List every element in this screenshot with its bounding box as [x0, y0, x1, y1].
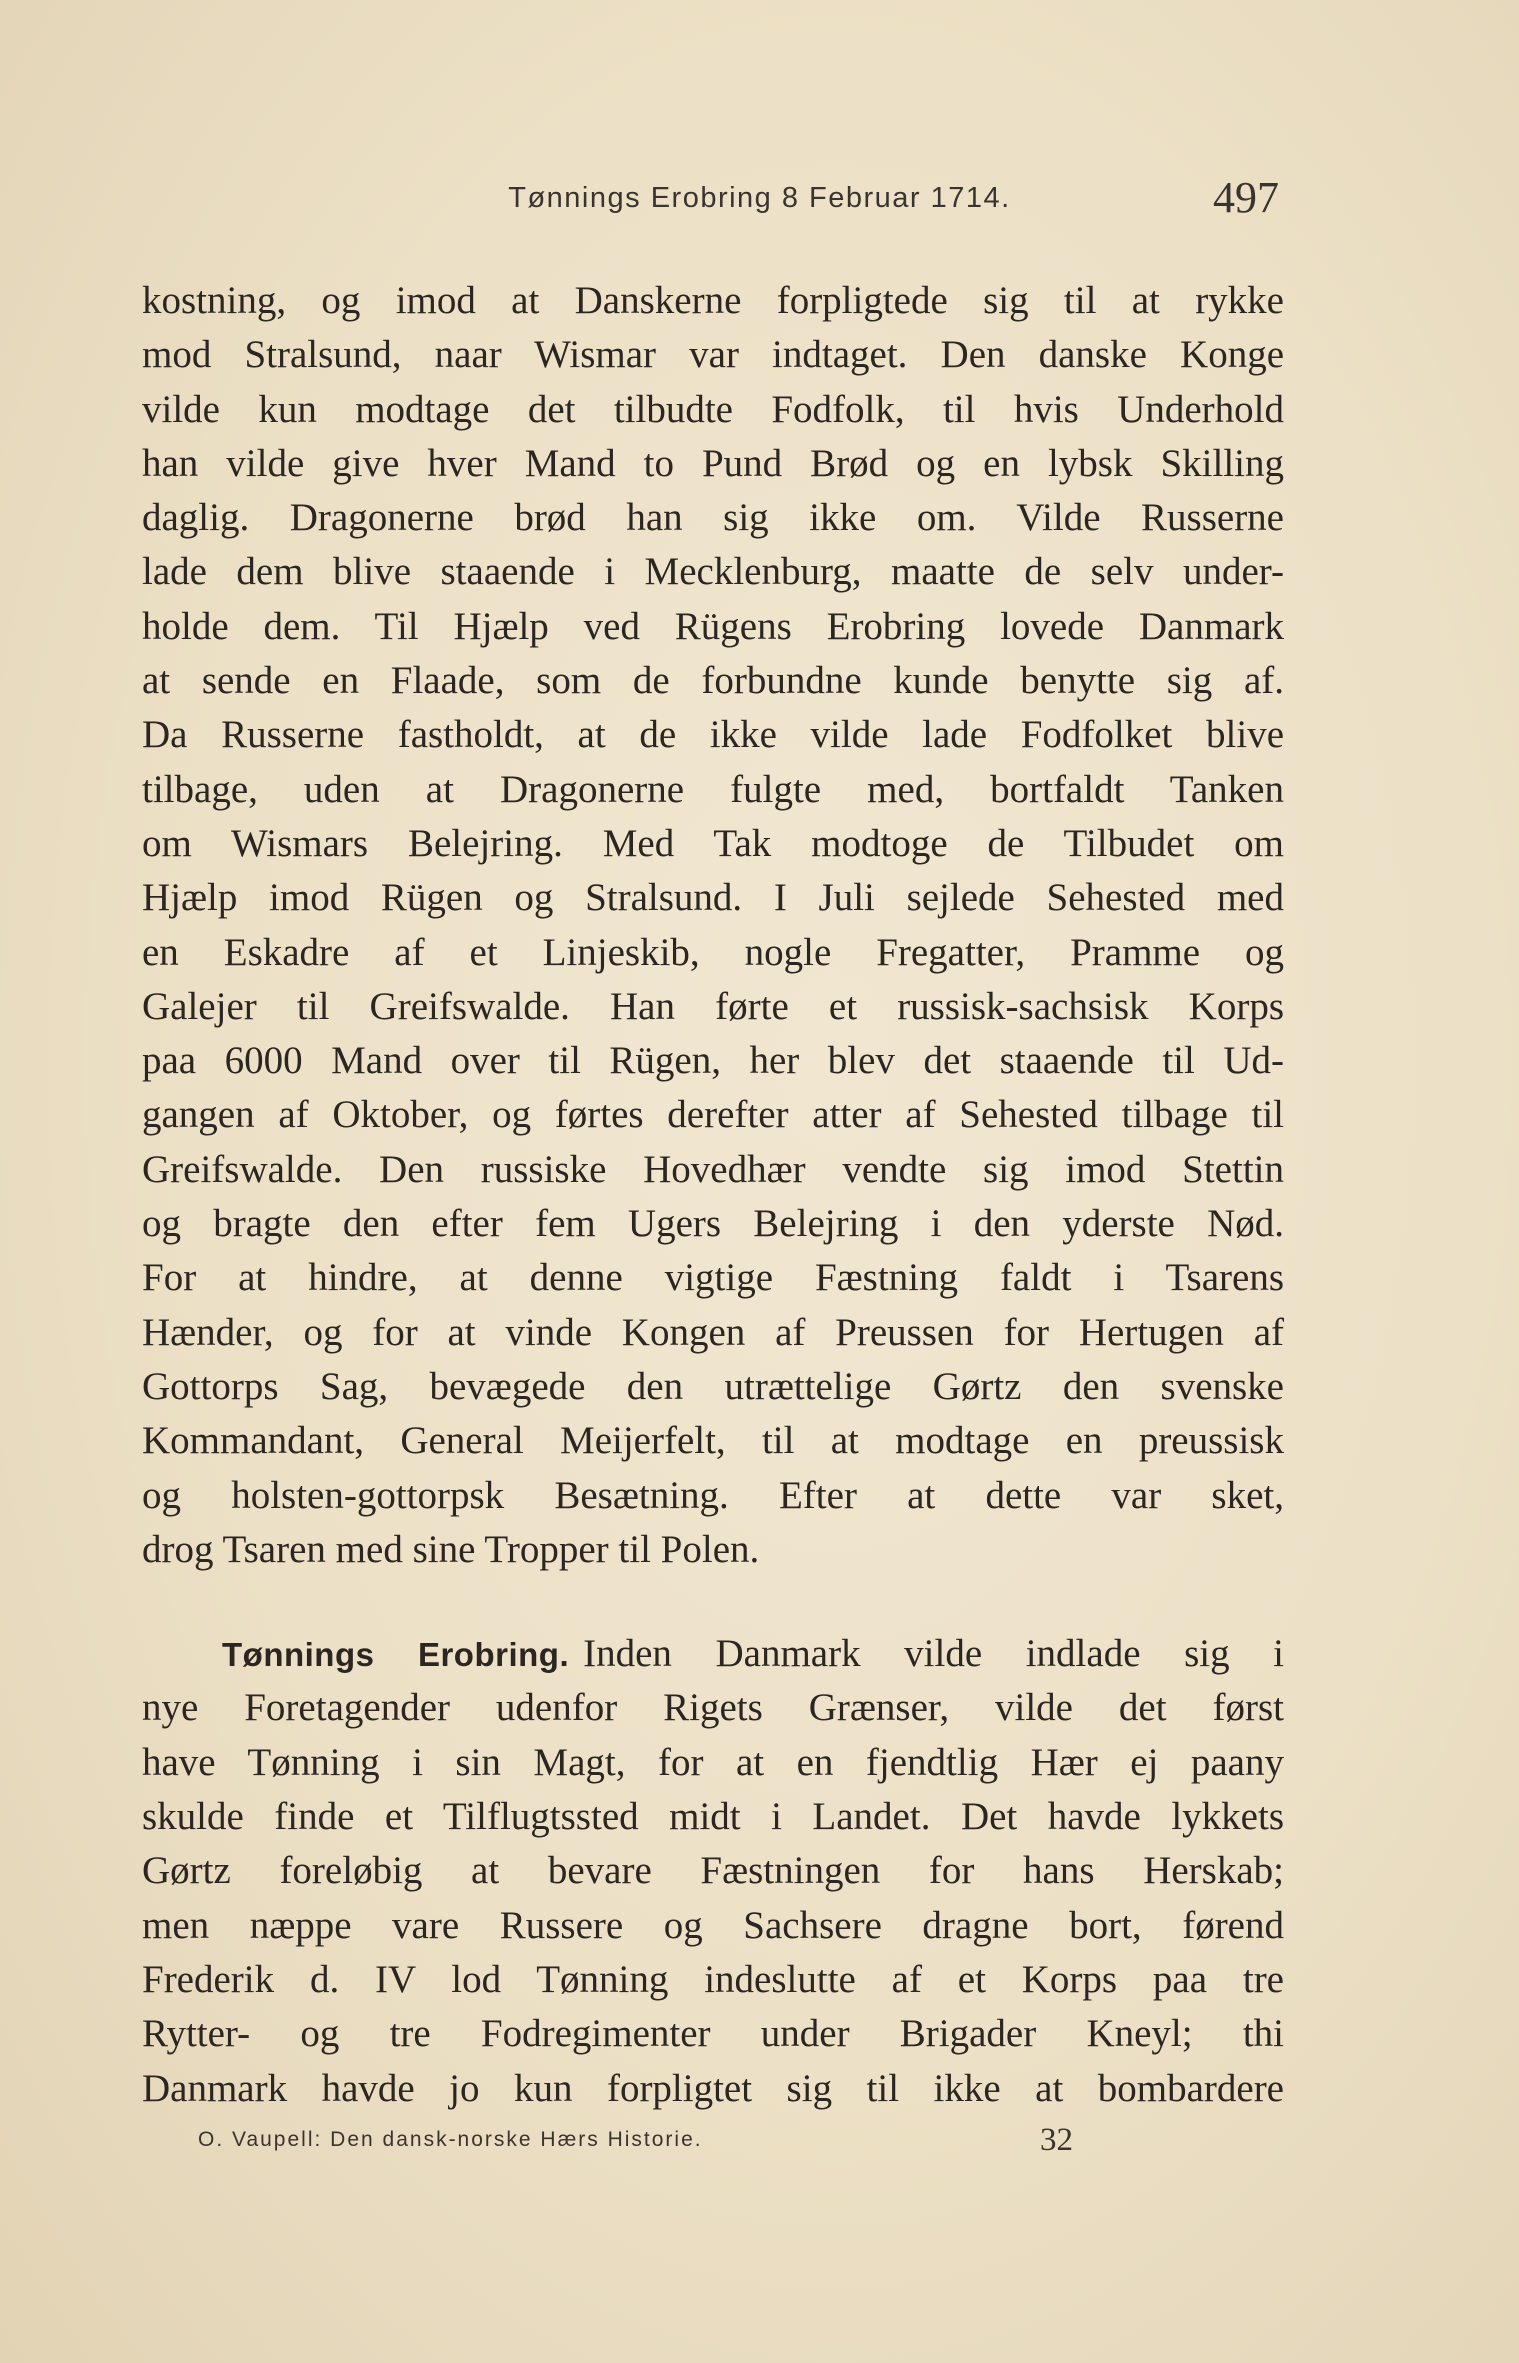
running-header: Tønnings Erobring 8 Februar 1714.: [508, 182, 1011, 214]
text-line: holde dem. Til Hjælp ved Rügens Erobring lovede Danmark: [142, 604, 1284, 648]
section-first-line: [142, 1627, 1284, 1681]
text-line: Frederik d. IV lod Tønning indeslutte af et Korps paa tre: [142, 1957, 1284, 2001]
text-line: tilbage, uden at Dragonerne fulgte med, bortfaldt Tanken: [142, 767, 1284, 811]
text-line: Gørtz foreløbig at bevare Fæstningen for hans Herskab;: [142, 1849, 1284, 1893]
text-line: lade dem blive staaende i Mecklenburg, maatte de selv under-: [142, 550, 1284, 594]
page-footer: [0, 2122, 1519, 2162]
text-line: Hjælp imod Rügen og Stralsund. I Juli sejlede Sehested med: [142, 876, 1284, 920]
section-heading: Tønnings Erobring.: [222, 1636, 570, 1674]
paragraph-gap: [142, 1577, 1284, 1627]
text-line: mod Stralsund, naar Wismar var indtaget. Den danske Konge: [142, 333, 1284, 377]
footer-author-line: O. Vaupell: Den dansk-norske Hærs Historie.: [198, 2128, 703, 2151]
text-line: Hænder, og for at vinde Kongen af Preussen for Hertugen af: [142, 1310, 1284, 1354]
text-line: Danmark havde jo kun forpligtet sig til ikke at bombardere: [142, 2066, 1284, 2110]
text-line: nye Foretagender udenfor Rigets Grænser, vilde det først: [142, 1686, 1284, 1730]
text-line: skulde finde et Tilflugtssted midt i Landet. Det havde lykkets: [142, 1795, 1284, 1839]
text-line: men næppe vare Russere og Sachsere dragne bort, førend: [142, 1903, 1284, 1947]
text-line: og holsten-gottorpsk Besætning. Efter at dette var sket,: [142, 1473, 1284, 1517]
text-line: han vilde give hver Mand to Pund Brød og en lybsk Skilling: [142, 441, 1284, 485]
body-text: [142, 274, 1284, 2116]
text-line: gangen af Oktober, og førtes derefter atter af Sehested tilbage til: [142, 1093, 1284, 1137]
text-line: have Tønning i sin Magt, for at en fjendtlig Hær ej paany: [142, 1740, 1284, 1784]
paragraph-1: [142, 274, 1284, 1577]
text-line: Da Russerne fastholdt, at de ikke vilde lade Fodfolket blive: [142, 713, 1284, 757]
text-line: at sende en Flaade, som de forbundne kunde benytte sig af.: [142, 659, 1284, 703]
text-line: For at hindre, at denne vigtige Fæstning faldt i Tsarens: [142, 1256, 1284, 1300]
text-line: en Eskadre af et Linjeskib, nogle Fregatter, Pramme og: [142, 930, 1284, 974]
text-line: paa 6000 Mand over til Rügen, her blev det staaende til Ud-: [142, 1039, 1284, 1083]
text-line: Greifswalde. Den russiske Hovedhær vendte sig imod Stettin: [142, 1147, 1284, 1191]
text-line: og bragte den efter fem Ugers Belejring i den yderste Nød.: [142, 1202, 1284, 1246]
text-line: om Wismars Belejring. Med Tak modtoge de Tilbudet om: [142, 821, 1284, 865]
signature-mark: 32: [1040, 2122, 1073, 2158]
section-tonning: [142, 1627, 1284, 2116]
text-line: drog Tsaren med sine Tropper til Polen.: [142, 1527, 760, 1571]
text-line: kostning, og imod at Danskerne forpligtede sig til at rykke: [142, 279, 1284, 322]
section-first-line-text: Inden Danmark vilde indlade sig i: [583, 1632, 1284, 1676]
text-line: daglig. Dragonerne brød han sig ikke om. Vilde Russerne: [142, 496, 1284, 540]
page-number: 497: [1213, 173, 1279, 222]
text-line: Galejer til Greifswalde. Han førte et russisk-sachsisk Korps: [142, 984, 1284, 1028]
text-line: vilde kun modtage det tilbudte Fodfolk, til hvis Underhold: [142, 387, 1284, 431]
text-line: Rytter- og tre Fodregimenter under Brigader Kneyl; thi: [142, 2012, 1284, 2056]
text-line: Gottorps Sag, bevægede den utrættelige Gørtz den svenske: [142, 1364, 1284, 1408]
text-line: Kommandant, General Meijerfelt, til at modtage en preussisk: [142, 1419, 1284, 1463]
